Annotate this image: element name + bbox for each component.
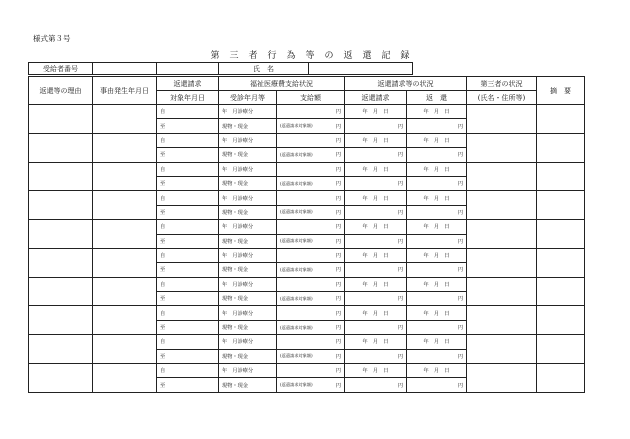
refund-date-cell[interactable]: 年 月 日 xyxy=(407,191,467,205)
target-amount-cell[interactable] xyxy=(277,263,345,277)
target-note: (返還請求対象額) xyxy=(280,151,313,157)
header-remarks: 摘 要 xyxy=(537,77,585,105)
goods-cash-cell[interactable]: 現物・現金 xyxy=(219,119,277,133)
record-rows xyxy=(29,105,585,393)
date-cell[interactable] xyxy=(93,277,157,306)
from-cell[interactable]: 自 xyxy=(157,306,219,320)
target-yen: 円 xyxy=(335,267,341,274)
record-row-top xyxy=(29,162,585,176)
reason-cell[interactable] xyxy=(29,191,93,220)
from-cell[interactable]: 自 xyxy=(157,105,219,119)
target-yen: 円 xyxy=(335,296,341,303)
target-amount-cell[interactable] xyxy=(277,378,345,392)
third-party-cell[interactable] xyxy=(467,105,537,134)
medical-month-cell[interactable]: 年 月診療分 xyxy=(219,162,277,176)
name-label: 氏 名 xyxy=(219,63,309,75)
target-amount-cell[interactable] xyxy=(277,320,345,334)
header-amount: 支給額 xyxy=(277,91,345,105)
date-cell[interactable] xyxy=(93,191,157,220)
refund-amount-cell[interactable]: 円 xyxy=(407,234,467,248)
refund-record-table xyxy=(28,76,585,393)
target-amount-cell[interactable] xyxy=(277,148,345,162)
record-row-top xyxy=(29,133,585,147)
header-refund-status: 返還請求等の状況 xyxy=(345,77,467,91)
target-yen: 円 xyxy=(335,382,341,389)
date-cell[interactable] xyxy=(93,364,157,393)
record-row-top xyxy=(29,335,585,349)
request-amount-cell[interactable]: 円 xyxy=(345,263,407,277)
header-refund-request: 返還請求 xyxy=(157,77,219,91)
header-date: 事由発生年月日 xyxy=(93,77,157,105)
amount-cell[interactable]: 円 xyxy=(277,277,345,291)
target-note: (返還請求対象額) xyxy=(280,238,313,244)
target-amount-cell[interactable] xyxy=(277,292,345,306)
recipient-header-table xyxy=(28,62,413,75)
header-third-party: 第三者の状況 xyxy=(467,77,537,91)
request-date-cell[interactable]: 年 月 日 xyxy=(345,105,407,119)
request-amount-cell[interactable]: 円 xyxy=(345,176,407,190)
reason-cell[interactable] xyxy=(29,220,93,249)
target-yen: 円 xyxy=(335,238,341,245)
to-cell[interactable]: 至 xyxy=(157,119,219,133)
request-amount-cell[interactable]: 円 xyxy=(345,234,407,248)
goods-cash-cell[interactable]: 現物・現金 xyxy=(219,205,277,219)
reason-cell[interactable] xyxy=(29,335,93,364)
target-note: (返還請求対象額) xyxy=(280,353,313,359)
name-field[interactable] xyxy=(309,63,413,75)
header-third-party-sub: (氏名・住所等) xyxy=(467,91,537,105)
target-amount-cell[interactable] xyxy=(277,119,345,133)
header-refund: 返 還 xyxy=(407,91,467,105)
request-date-cell[interactable]: 年 月 日 xyxy=(345,335,407,349)
header-visit-ym: 受診年月等 xyxy=(219,91,277,105)
reason-cell[interactable] xyxy=(29,277,93,306)
target-note: (返還請求対象額) xyxy=(280,295,313,301)
amount-cell[interactable]: 円 xyxy=(277,335,345,349)
date-cell[interactable] xyxy=(93,162,157,191)
refund-amount-cell[interactable]: 円 xyxy=(407,205,467,219)
goods-cash-cell[interactable]: 現物・現金 xyxy=(219,292,277,306)
request-date-cell[interactable]: 年 月 日 xyxy=(345,162,407,176)
request-date-cell[interactable]: 年 月 日 xyxy=(345,248,407,262)
remarks-cell[interactable] xyxy=(537,364,585,393)
remarks-cell[interactable] xyxy=(537,162,585,191)
amount-cell[interactable]: 円 xyxy=(277,105,345,119)
target-note: (返還請求対象額) xyxy=(280,382,313,388)
third-party-cell[interactable] xyxy=(467,335,537,364)
from-cell[interactable]: 自 xyxy=(157,191,219,205)
refund-amount-cell[interactable]: 円 xyxy=(407,148,467,162)
header-reason: 返還等の理由 xyxy=(29,77,93,105)
remarks-cell[interactable] xyxy=(537,220,585,249)
request-date-cell[interactable]: 年 月 日 xyxy=(345,191,407,205)
remarks-cell[interactable] xyxy=(537,306,585,335)
request-amount-cell[interactable]: 円 xyxy=(345,292,407,306)
from-cell[interactable]: 自 xyxy=(157,133,219,147)
request-date-cell[interactable]: 年 月 日 xyxy=(345,277,407,291)
third-party-cell[interactable] xyxy=(467,277,537,306)
request-date-cell[interactable]: 年 月 日 xyxy=(345,306,407,320)
refund-date-cell[interactable]: 年 月 日 xyxy=(407,364,467,378)
reason-cell[interactable] xyxy=(29,364,93,393)
recipient-number-label: 受給者番号 xyxy=(29,63,93,75)
request-amount-cell[interactable]: 円 xyxy=(345,378,407,392)
record-row-top xyxy=(29,105,585,119)
header-refund-request-sub: 返還請求 xyxy=(345,91,407,105)
to-cell[interactable]: 至 xyxy=(157,205,219,219)
target-yen: 円 xyxy=(335,123,341,130)
target-amount-wrap xyxy=(277,123,344,130)
date-cell[interactable] xyxy=(93,220,157,249)
third-party-cell[interactable] xyxy=(467,220,537,249)
amount-cell[interactable]: 円 xyxy=(277,364,345,378)
request-amount-cell[interactable]: 円 xyxy=(345,148,407,162)
target-amount-wrap xyxy=(277,151,344,158)
record-row-top xyxy=(29,277,585,291)
target-note: (返還請求対象額) xyxy=(280,209,313,215)
header-target-ym: 対象年月日 xyxy=(157,91,219,105)
from-cell[interactable]: 自 xyxy=(157,162,219,176)
goods-cash-cell[interactable]: 現物・現金 xyxy=(219,263,277,277)
medical-month-cell[interactable]: 年 月診療分 xyxy=(219,105,277,119)
remarks-cell[interactable] xyxy=(537,133,585,162)
page-title: 第三者行為等の返還記録 xyxy=(210,51,420,61)
reason-cell[interactable] xyxy=(29,162,93,191)
from-cell[interactable]: 自 xyxy=(157,277,219,291)
target-amount-wrap xyxy=(277,238,344,245)
request-amount-cell[interactable]: 円 xyxy=(345,119,407,133)
medical-month-cell[interactable]: 年 月診療分 xyxy=(219,364,277,378)
goods-cash-cell[interactable]: 現物・現金 xyxy=(219,320,277,334)
remarks-cell[interactable] xyxy=(537,248,585,277)
target-yen: 円 xyxy=(335,152,341,159)
refund-amount-cell[interactable]: 円 xyxy=(407,320,467,334)
target-yen: 円 xyxy=(335,181,341,188)
medical-month-cell[interactable]: 年 月診療分 xyxy=(219,248,277,262)
third-party-cell[interactable] xyxy=(467,191,537,220)
medical-month-cell[interactable]: 年 月診療分 xyxy=(219,335,277,349)
target-amount-cell[interactable] xyxy=(277,349,345,363)
refund-date-cell[interactable]: 年 月 日 xyxy=(407,335,467,349)
to-cell[interactable]: 至 xyxy=(157,349,219,363)
record-row-top xyxy=(29,364,585,378)
target-yen: 円 xyxy=(335,209,341,216)
refund-amount-cell[interactable]: 円 xyxy=(407,176,467,190)
recipient-number-extra-field[interactable] xyxy=(157,63,219,75)
target-yen: 円 xyxy=(335,325,341,332)
goods-cash-cell[interactable]: 現物・現金 xyxy=(219,234,277,248)
to-cell[interactable]: 至 xyxy=(157,234,219,248)
refund-date-cell[interactable]: 年 月 日 xyxy=(407,105,467,119)
medical-month-cell[interactable]: 年 月診療分 xyxy=(219,133,277,147)
recipient-number-field[interactable] xyxy=(93,63,157,75)
refund-date-cell[interactable]: 年 月 日 xyxy=(407,306,467,320)
target-amount-wrap xyxy=(277,209,344,216)
to-cell[interactable]: 至 xyxy=(157,378,219,392)
goods-cash-cell[interactable]: 現物・現金 xyxy=(219,349,277,363)
reason-cell[interactable] xyxy=(29,105,93,134)
date-cell[interactable] xyxy=(93,335,157,364)
to-cell[interactable]: 至 xyxy=(157,320,219,334)
remarks-cell[interactable] xyxy=(537,277,585,306)
date-cell[interactable] xyxy=(93,306,157,335)
target-note: (返還請求対象額) xyxy=(280,180,313,186)
target-amount-wrap xyxy=(277,382,344,389)
to-cell[interactable]: 至 xyxy=(157,263,219,277)
form-number: 様式第３号 xyxy=(33,34,71,43)
third-party-cell[interactable] xyxy=(467,133,537,162)
target-note: (返還請求対象額) xyxy=(280,266,313,272)
refund-date-cell[interactable]: 年 月 日 xyxy=(407,220,467,234)
medical-month-cell[interactable]: 年 月診療分 xyxy=(219,220,277,234)
medical-month-cell[interactable]: 年 月診療分 xyxy=(219,277,277,291)
record-row-top xyxy=(29,306,585,320)
target-amount-wrap xyxy=(277,180,344,187)
from-cell[interactable]: 自 xyxy=(157,364,219,378)
from-cell[interactable]: 自 xyxy=(157,335,219,349)
third-party-cell[interactable] xyxy=(467,248,537,277)
target-amount-wrap xyxy=(277,353,344,360)
target-amount-cell[interactable] xyxy=(277,234,345,248)
request-amount-cell[interactable]: 円 xyxy=(345,349,407,363)
goods-cash-cell[interactable]: 現物・現金 xyxy=(219,378,277,392)
refund-amount-cell[interactable]: 円 xyxy=(407,292,467,306)
third-party-cell[interactable] xyxy=(467,306,537,335)
refund-amount-cell[interactable]: 円 xyxy=(407,119,467,133)
reason-cell[interactable] xyxy=(29,306,93,335)
third-party-cell[interactable] xyxy=(467,364,537,393)
remarks-cell[interactable] xyxy=(537,335,585,364)
remarks-cell[interactable] xyxy=(537,105,585,134)
record-row-top xyxy=(29,248,585,262)
request-amount-cell[interactable]: 円 xyxy=(345,205,407,219)
target-yen: 円 xyxy=(335,353,341,360)
target-amount-cell[interactable] xyxy=(277,205,345,219)
from-cell[interactable]: 自 xyxy=(157,220,219,234)
refund-amount-cell[interactable]: 円 xyxy=(407,263,467,277)
target-amount-cell[interactable] xyxy=(277,176,345,190)
goods-cash-cell[interactable]: 現物・現金 xyxy=(219,176,277,190)
target-note: (返還請求対象額) xyxy=(280,123,313,129)
reason-cell[interactable] xyxy=(29,133,93,162)
refund-date-cell[interactable]: 年 月 日 xyxy=(407,248,467,262)
refund-date-cell[interactable]: 年 月 日 xyxy=(407,133,467,147)
to-cell[interactable]: 至 xyxy=(157,292,219,306)
amount-cell[interactable]: 円 xyxy=(277,220,345,234)
medical-month-cell[interactable]: 年 月診療分 xyxy=(219,306,277,320)
target-amount-wrap xyxy=(277,266,344,273)
date-cell[interactable] xyxy=(93,105,157,134)
target-amount-wrap xyxy=(277,324,344,331)
amount-cell[interactable]: 円 xyxy=(277,306,345,320)
date-cell[interactable] xyxy=(93,133,157,162)
remarks-cell[interactable] xyxy=(537,191,585,220)
refund-amount-cell[interactable]: 円 xyxy=(407,378,467,392)
to-cell[interactable]: 至 xyxy=(157,148,219,162)
record-row-top xyxy=(29,191,585,205)
record-row-top xyxy=(29,220,585,234)
amount-cell[interactable]: 円 xyxy=(277,133,345,147)
request-amount-cell[interactable]: 円 xyxy=(345,320,407,334)
request-date-cell[interactable]: 年 月 日 xyxy=(345,133,407,147)
refund-amount-cell[interactable]: 円 xyxy=(407,349,467,363)
request-date-cell[interactable]: 年 月 日 xyxy=(345,364,407,378)
medical-month-cell[interactable]: 年 月診療分 xyxy=(219,191,277,205)
date-cell[interactable] xyxy=(93,248,157,277)
target-amount-wrap xyxy=(277,295,344,302)
refund-date-cell[interactable]: 年 月 日 xyxy=(407,162,467,176)
amount-cell[interactable]: 円 xyxy=(277,248,345,262)
amount-cell[interactable]: 円 xyxy=(277,162,345,176)
goods-cash-cell[interactable]: 現物・現金 xyxy=(219,148,277,162)
target-note: (返還請求対象額) xyxy=(280,324,313,330)
amount-cell[interactable]: 円 xyxy=(277,191,345,205)
third-party-cell[interactable] xyxy=(467,162,537,191)
reason-cell[interactable] xyxy=(29,248,93,277)
request-date-cell[interactable]: 年 月 日 xyxy=(345,220,407,234)
to-cell[interactable]: 至 xyxy=(157,176,219,190)
from-cell[interactable]: 自 xyxy=(157,248,219,262)
refund-date-cell[interactable]: 年 月 日 xyxy=(407,277,467,291)
header-welfare: 福祉医療費支給状況 xyxy=(219,77,345,91)
